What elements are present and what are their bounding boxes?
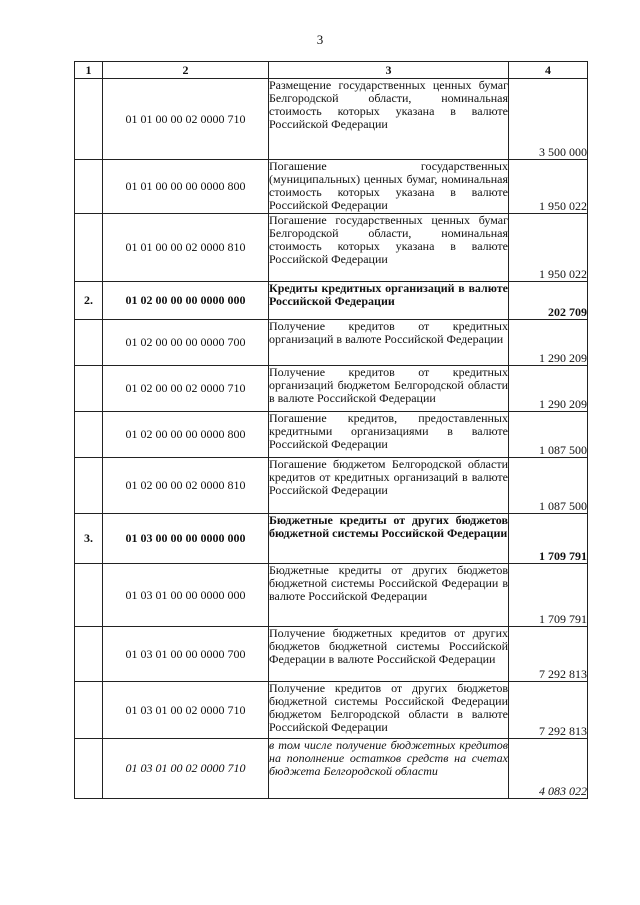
table-row: [75, 366, 588, 412]
budget-code: 01 01 00 00 02 0000 710: [103, 79, 269, 160]
row-number: [75, 412, 103, 458]
table-row: [75, 79, 588, 160]
row-amount: 7 292 813: [509, 627, 588, 682]
row-amount: 3 500 000: [509, 79, 588, 160]
header-col-3: 3: [269, 62, 509, 79]
budget-code: 01 03 01 00 02 0000 710: [103, 739, 269, 799]
budget-table: [74, 61, 588, 799]
budget-code: 01 02 00 00 02 0000 810: [103, 458, 269, 514]
header-col-2: 2: [103, 62, 269, 79]
row-amount: 1 709 791: [509, 514, 588, 564]
row-number: [75, 627, 103, 682]
table-row-italic: [75, 739, 588, 799]
table-row: [75, 214, 588, 282]
row-number: [75, 320, 103, 366]
header-col-4: 4: [509, 62, 588, 79]
table-header-row: [75, 62, 588, 79]
row-description: Получение кредитов от кредитных организаций в валюте Российской Федерации: [269, 320, 509, 366]
row-description: Погашение кредитов, предоставленных кредитными организациями в валюте Российской Федерации: [269, 412, 509, 458]
row-description: Погашение государственных ценных бумаг Белгородской области, номинальная стоимость которых указана в валюте Российской Федерации: [269, 214, 509, 282]
table-row: [75, 627, 588, 682]
table-row: [75, 458, 588, 514]
budget-code: 01 02 00 00 00 0000 800: [103, 412, 269, 458]
row-number: [75, 214, 103, 282]
table-row: [75, 160, 588, 214]
row-number: [75, 739, 103, 799]
row-amount: 1 950 022: [509, 214, 588, 282]
budget-code: 01 03 01 00 00 0000 000: [103, 564, 269, 627]
row-description: Кредиты кредитных организаций в валюте Российской Федерации: [269, 282, 509, 320]
row-amount: 1 290 209: [509, 366, 588, 412]
row-amount: 1 709 791: [509, 564, 588, 627]
page-number: 3: [316, 32, 324, 47]
row-number: [75, 458, 103, 514]
table-row-section: [75, 514, 588, 564]
budget-code: 01 01 00 00 02 0000 810: [103, 214, 269, 282]
row-number: [75, 366, 103, 412]
row-amount: 1 950 022: [509, 160, 588, 214]
row-description: Бюджетные кредиты от других бюджетов бюджетной системы Российской Федерации в валюте Российской Федерации: [269, 564, 509, 627]
budget-code: 01 02 00 00 00 0000 000: [103, 282, 269, 320]
row-description: в том числе получение бюджетных кредитов на пополнение остатков средств на счетах бюджета Белгородской области: [269, 739, 509, 799]
table-row: [75, 564, 588, 627]
row-number: 2.: [75, 282, 103, 320]
table-row: [75, 682, 588, 739]
row-number: [75, 682, 103, 739]
budget-code: 01 03 00 00 00 0000 000: [103, 514, 269, 564]
row-description: Погашение государственных (муниципальных) ценных бумаг, номинальная стоимость которых указана в валюте Российской Федерации: [269, 159, 508, 212]
table-row: [75, 412, 588, 458]
row-description: Получение кредитов от кредитных организаций бюджетом Белгородской области в валюте Российской Федерации: [269, 366, 509, 412]
budget-code: 01 03 01 00 00 0000 700: [103, 627, 269, 682]
row-amount: 7 292 813: [509, 682, 588, 739]
row-number: [75, 564, 103, 627]
row-amount: 1 290 209: [509, 320, 588, 366]
row-number: [75, 79, 103, 160]
row-description: Бюджетные кредиты от других бюджетов бюджетной системы Российской Федерации: [269, 514, 509, 564]
row-description: Погашение бюджетом Белгородской области кредитов от кредитных организаций в валюте Российской Федерации: [269, 458, 509, 514]
row-amount: 4 083 022: [509, 739, 588, 799]
row-amount: 1 087 500: [509, 458, 588, 514]
budget-code: 01 03 01 00 02 0000 710: [103, 682, 269, 739]
row-description: Получение бюджетных кредитов от других бюджетов бюджетной системы Российской Федерации в валюте Российской Федерации: [269, 627, 509, 682]
row-amount: 1 087 500: [509, 412, 588, 458]
row-number: [75, 160, 103, 214]
row-description: Размещение государственных ценных бумаг Белгородской области, номинальная стоимость которых указана в валюте Российской Федерации: [269, 79, 509, 160]
table-row-section: [75, 282, 588, 320]
table-row: [75, 320, 588, 366]
budget-code: 01 02 00 00 02 0000 710: [103, 366, 269, 412]
budget-code: 01 02 00 00 00 0000 700: [103, 320, 269, 366]
row-description: Получение кредитов от других бюджетов бюджетной системы Российской Федерации бюджетом Белгородской области в валюте Российской Федерации: [269, 682, 509, 739]
row-number: 3.: [75, 514, 103, 564]
header-col-1: 1: [75, 62, 103, 79]
budget-code: 01 01 00 00 00 0000 800: [103, 160, 269, 214]
row-amount: 202 709: [509, 282, 588, 320]
